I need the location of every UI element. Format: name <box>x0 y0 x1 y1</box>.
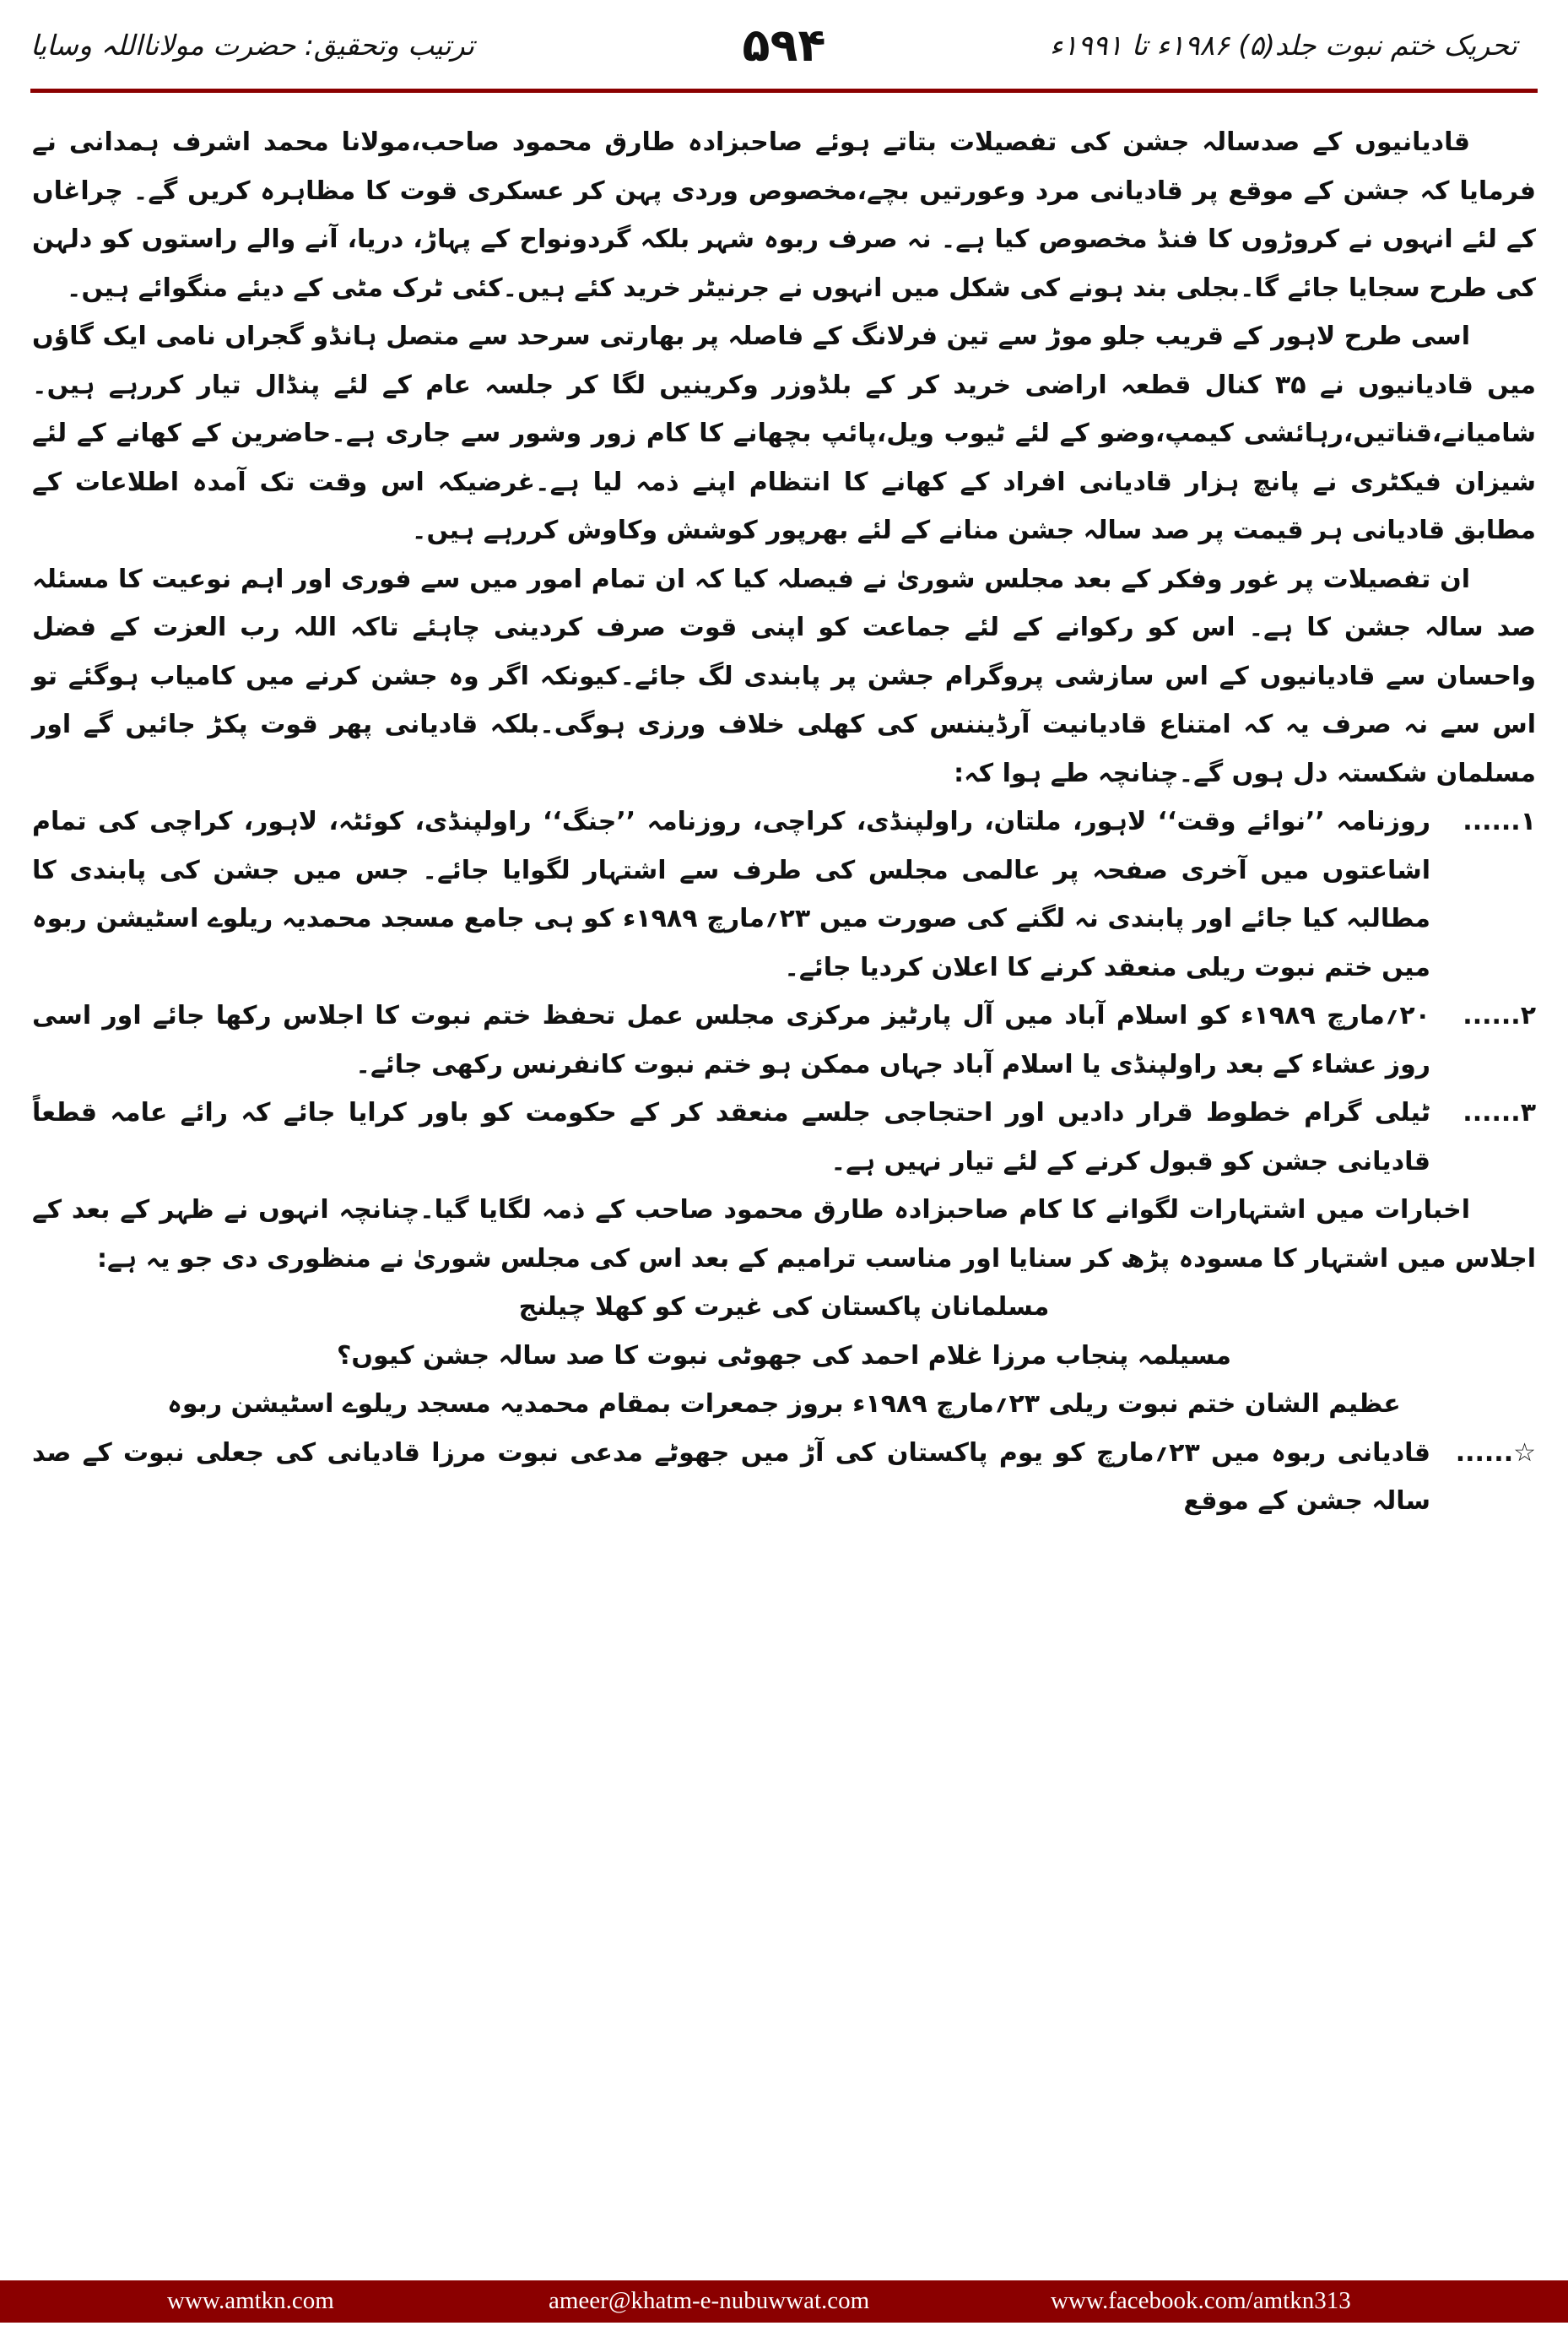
list-text: ۲۰؍مارچ ۱۹۸۹ء کو اسلام آباد میں آل پارٹیز مرکزی مجلس عمل تحفظ ختم نبوت کا اجلاس رکھا جائے اور اسی روز عشاء کے بعد راولپنڈی یا اسلام آباد جہاں ممکن ہو ختم نبوت کانفرنس رکھی جائے۔ <box>32 1001 1430 1079</box>
list-item-2 <box>32 992 1536 1089</box>
ad-heading-2: مسیلمہ پنجاب مرزا غلام احمد کی جھوٹی نبوت کا صد سالہ جشن کیوں؟ <box>337 1340 1231 1371</box>
ad-heading-3: عظیم الشان ختم نبوت ریلی ۲۳؍مارچ ۱۹۸۹ء بروز جمعرات بمقام محمدیہ مسجد ریلوے اسٹیشن ربوہ <box>167 1389 1401 1419</box>
email-link[interactable]: ameer@khatm-e-nubuwwat.com <box>549 2287 870 2314</box>
list-item-3 <box>32 1089 1536 1186</box>
list-number: ۲...... <box>1463 1001 1536 1030</box>
list-number: ۳...... <box>1463 1098 1536 1128</box>
paragraph-4: اخبارات میں اشتہارات لگوانے کا کام صاحبزادہ طارق محمود صاحب کے ذمہ لگایا گیا۔چنانچہ انہوں نے ظہر کے بعد کے اجلاس میں اشتہار کا مسودہ پڑھ کر سنایا اور مناسب ترامیم کے بعد اس کی مجلس شوریٰ نے منظوری دی جو یہ ہے: <box>32 1195 1536 1274</box>
page-header <box>0 0 1568 114</box>
ad-heading-1: مسلمانان پاکستان کی غیرت کو کھلا چیلنج <box>518 1292 1050 1322</box>
book-title: تحریک ختم نبوت جلد(۵) ۱۹۸۶ء تا ۱۹۹۱ء <box>1049 29 1517 62</box>
compiler-credit: ترتیب وتحقیق: حضرت مولانااللہ وسایا <box>30 29 475 62</box>
star-marker: ☆...... <box>1455 1437 1536 1468</box>
list-item-1 <box>32 798 1536 992</box>
paragraph-3: ان تفصیلات پر غور وفکر کے بعد مجلس شوریٰ نے فیصلہ کیا کہ ان تمام امور میں سے فوری اور اہم نوعیت کا مسئلہ صد سالہ جشن کا ہے۔ اس کو رکوانے کے لئے جماعت کو اپنی قوت صرف کردینی چاہئے تاکہ اللہ رب العزت کے فضل واحسان سے قادیانیوں کے اس سازشی پروگرام جشن پر پابندی لگ جائے۔کیونکہ اگر وہ جشن کرنے میں کامیاب ہوگئے تو اس سے نہ صرف یہ کہ امتناع قادیانیت آرڈیننس کی کھلی خلاف ورزی ہوگی۔بلکہ قادیانی پھر قوت پکڑ جائیں گے اور مسلمان شکستہ دل ہوں گے۔چنانچہ طے ہوا کہ: <box>32 564 1536 788</box>
website-link[interactable]: www.amtkn.com <box>167 2287 334 2314</box>
list-text: ٹیلی گرام خطوط قرار دادیں اور احتجاجی جلسے منعقد کر کے حکومت کو باور کرایا جائے کہ رائے عامہ قطعاً قادیانی جشن کو قبول کرنے کے لئے تیار نہیں ہے۔ <box>32 1098 1430 1176</box>
page-footer <box>0 2280 1568 2323</box>
paragraph-2: اسی طرح لاہور کے قریب جلو موڑ سے تین فرلانگ کے فاصلہ پر بھارتی سرحد سے متصل ہانڈو گجراں نامی ایک گاؤں میں قادیانیوں نے ۳۵ کنال قطعہ اراضی خرید کر کے بلڈوزر وکرینیں لگا کر جلسہ عام کے لئے پنڈال تیار کررہے ہیں۔شامیانے،قناتیں،رہائشی کیمپ،وضو کے لئے ٹیوب ویل،پائپ بچھانے کا کام زور وشور سے جاری ہے۔حاضرین کے کھانے کے لئے شیزان فیکٹری نے پانچ ہزار قادیانی افراد کے کھانے کا انتظام اپنے ذمہ لیا ہے۔غرضیکہ اس وقت تک آمدہ اطلاعات کے مطابق قادیانی ہر قیمت پر صد سالہ جشن منانے کے لئے بھرپور کوشش وکاوش کررہے ہیں۔ <box>32 322 1536 545</box>
facebook-link[interactable]: www.facebook.com/amtkn313 <box>1051 2287 1351 2314</box>
star-item <box>32 1429 1536 1526</box>
list-text: روزنامہ ’’نوائے وقت‘‘ لاہور، ملتان، راولپنڈی، کراچی، روزنامہ ’’جنگ‘‘ راولپنڈی، کوئٹہ، لاہور، کراچی کی تمام اشاعتوں میں آخری صفحہ پر عالمی مجلس کی طرف سے اشتہار لگوایا جائے۔ جس میں جشن کی پابندی کا مطالبہ کیا جائے اور پابندی نہ لگنے کی صورت میں ۲۳؍مارچ ۱۹۸۹ء کو ہی جامع مسجد محمدیہ ریلوے اسٹیشن ربوہ میں ختم نبوت ریلی منعقد کرنے کا اعلان کردیا جائے۔ <box>32 807 1430 982</box>
page-number: ۵۹۴ <box>742 19 826 72</box>
paragraph-1: قادیانیوں کے صدسالہ جشن کی تفصیلات بتاتے ہوئے صاحبزادہ طارق محمود صاحب،مولانا محمد اشرف ہمدانی نے فرمایا کہ جشن کے موقع پر قادیانی مرد وعورتیں بچے،مخصوص وردی پہن کر عسکری قوت کا مظاہرہ کریں گے۔ چراغاں کے لئے انہوں نے کروڑوں کا فنڈ مخصوص کیا ہے۔ نہ صرف ربوہ شہر بلکہ گردونواح کے پہاڑ، دریا، آنے والے راستوں کو دلہن کی طرح سجایا جائے گا۔بجلی بند ہونے کی شکل میں انہوں نے جرنیٹر خرید کئے ہیں۔کئی ٹرک مٹی کے دیئے منگوائے ہیں۔ <box>32 127 1536 303</box>
page-body <box>32 118 1536 2287</box>
list-number: ۱...... <box>1463 807 1536 836</box>
header-divider <box>30 89 1538 93</box>
star-text: قادیانی ربوہ میں ۲۳؍مارچ کو یوم پاکستان کی آڑ میں جھوٹے مدعی نبوت مرزا قادیانی کی جعلی نبوت کے صد سالہ جشن کے موقع <box>32 1437 1430 1516</box>
